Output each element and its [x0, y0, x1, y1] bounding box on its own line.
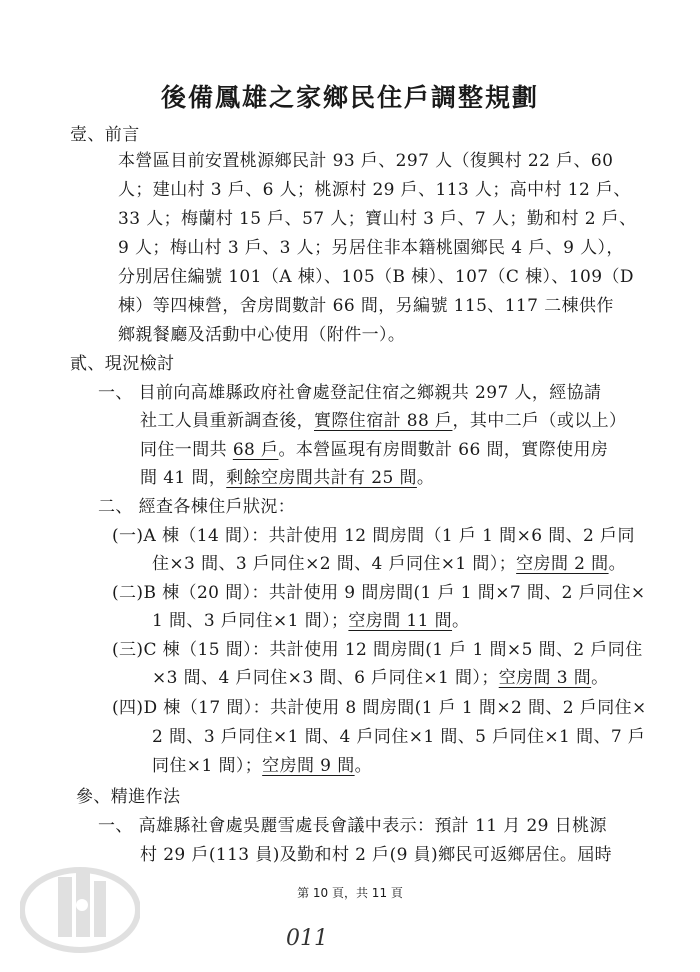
- building-a-line-1: (一)A 棟（14 間）：共計使用 12 間房間（1 戶 1 間×6 間、2 戶同: [112, 526, 635, 546]
- preface-line-7: 鄉親餐廳及活動中心使用（附件一）。: [118, 325, 406, 345]
- building-d-line-3: 同住×1 間）；空房間 9 間。: [152, 756, 373, 776]
- review-item-1-line-3: 同住一間共 68 戶。本營區現有房間數計 66 間，實際使用房: [140, 440, 609, 460]
- preface-line-2: 人；建山村 3 戶、6 人；桃源村 29 戶、113 人；高中村 12 戶、: [118, 180, 631, 200]
- building-a-vacant: 空房間 2 間: [516, 554, 609, 574]
- building-c-line-2: ×3 間、4 戶同住×3 間、6 戶同住×1 間）；空房間 3 間。: [152, 668, 609, 688]
- section-heading-preface: 壹、前言: [70, 125, 140, 145]
- preface-line-1: 本營區目前安置桃源鄉民計 93 戶、297 人（復興村 22 戶、60: [118, 151, 614, 171]
- building-a-line-2: 住×3 間、3 戶同住×2 間、4 戶同住×1 間）；空房間 2 間。: [152, 554, 626, 574]
- review-item-1-line-4: 間 41 間，剩餘空房間共計有 25 間。: [140, 468, 435, 488]
- review-item-1-line-2: 社工人員重新調查後，實際住宿計 88 戶，其中二戶（或以上）: [140, 411, 627, 431]
- building-b-vacant: 空房間 11 間: [348, 611, 453, 631]
- archive-watermark-icon: [20, 855, 140, 955]
- preface-line-5: 分別居住編號 101（A 棟）、105（B 棟）、107（C 棟）、109（D: [118, 267, 634, 287]
- building-d-line-2: 2 間、3 戶同住×1 間、4 戶同住×1 間、5 戶同住×1 間、7 戶: [152, 727, 646, 747]
- document-title: 後備鳳雄之家鄉民住戶調整規劃: [160, 83, 539, 112]
- review-item-2: 二、 經查各棟住戶狀況：: [98, 497, 296, 517]
- underlined-shared-count: 68 戶: [232, 440, 279, 460]
- building-b-line-1: (二)B 棟（20 間）：共計使用 9 間房間(1 戶 1 間×7 間、2 戶同住×: [112, 583, 646, 603]
- page-footer: 第 10 頁，共 11 頁: [297, 886, 403, 900]
- preface-line-4: 9 人；梅山村 3 戶、3 人；另居住非本籍桃園鄉民 4 戶、9 人），: [118, 238, 624, 258]
- building-d-vacant: 空房間 9 間: [262, 756, 355, 776]
- preface-line-6: 棟）等四棟營，舍房間數計 66 間，另編號 115、117 二棟供作: [118, 296, 614, 316]
- improvement-item-1-line-1: 一、 高雄縣社會處吳麗雪處長會議中表示：預計 11 月 29 日桃源: [98, 816, 607, 836]
- section-heading-review: 貳、現況檢討: [70, 354, 175, 374]
- preface-line-3: 33 人；梅蘭村 15 戶、57 人；寶山村 3 戶、7 人；勤和村 2 戶、: [118, 209, 637, 229]
- building-c-line-1: (三)C 棟（15 間）：共計使用 12 間房間(1 戶 1 間×5 間、2 戶同住: [112, 640, 643, 660]
- handwritten-page-number: 011: [286, 926, 328, 951]
- review-item-1-line-1: 一、 目前向高雄縣政府社會處登記住宿之鄉親共 297 人，經協請: [98, 383, 602, 403]
- building-c-vacant: 空房間 3 間: [498, 668, 592, 688]
- improvement-item-1-line-2: 村 29 戶(113 員)及勤和村 2 戶(9 員)鄉民可返鄉居住。屆時: [140, 845, 613, 865]
- section-heading-improvement: 參、精進作法: [76, 787, 181, 807]
- building-b-line-2: 1 間、3 戶同住×1 間）；空房間 11 間。: [152, 611, 470, 631]
- underlined-occupied-count: 實際住宿計 88 戶: [314, 411, 453, 431]
- building-d-line-1: (四)D 棟（17 間）：共計使用 8 間房間(1 戶 1 間×2 間、2 戶同住×: [112, 698, 647, 718]
- underlined-vacant-total: 剩餘空房間共計有 25 間: [226, 468, 417, 488]
